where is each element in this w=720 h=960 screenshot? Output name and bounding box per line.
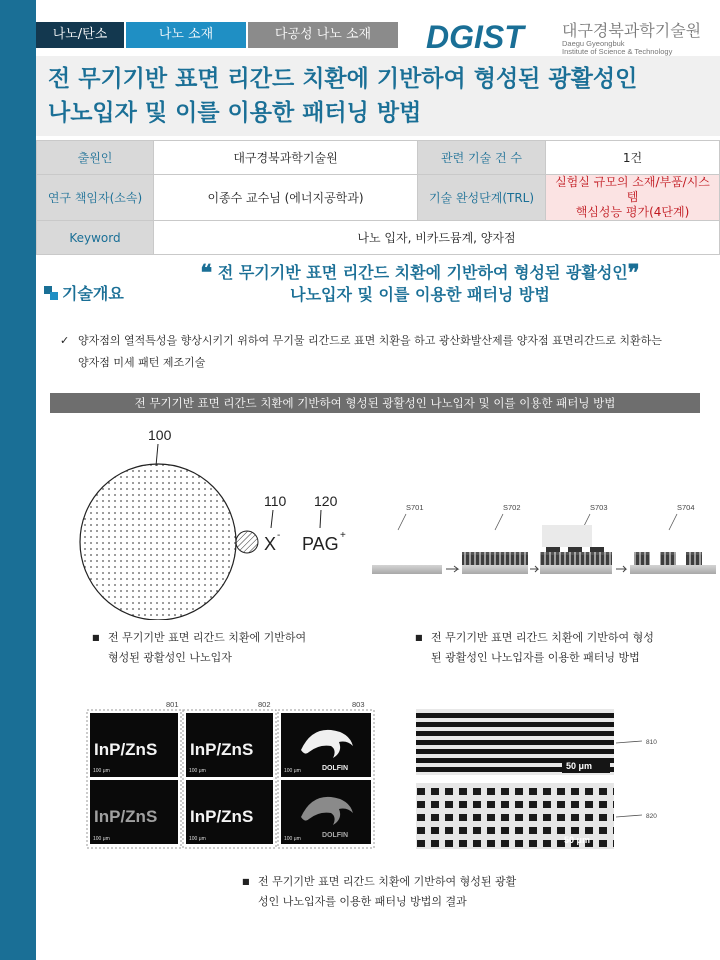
- caption-3-line-1: 전 무기기반 표면 리간드 치환에 기반하여 형성된 광활: [258, 875, 517, 888]
- substrate-s702: [462, 565, 528, 574]
- step-s701: S701: [406, 503, 424, 512]
- inp-801-top: InP/ZnS: [94, 740, 158, 759]
- summary-line-1: 양자점의 열적특성을 향상시키기 위하여 무기물 리간드로 표면 치환을 하고 광산화발산제를 양자점 표면리간드로 치환하는: [78, 334, 662, 347]
- dolfin-bottom: DOLFIN: [322, 832, 349, 839]
- pattern-micrograph-panel: [414, 707, 674, 853]
- square-bullet-icon: ■: [92, 633, 100, 642]
- check-icon: ✓: [60, 334, 70, 347]
- logo-sub2: Institute of Science & Technology: [562, 47, 673, 56]
- dolfin-top: DOLFIN: [322, 765, 349, 772]
- category-tabs: [36, 22, 398, 48]
- summary-quote: [150, 262, 690, 306]
- label-810: 810: [646, 739, 657, 746]
- label-x-sup: -: [277, 530, 281, 541]
- step-s703: S703: [590, 503, 608, 512]
- keyword-value: 나노 입자, 비카드뮴계, 양자점: [154, 221, 720, 255]
- label-820: 820: [646, 813, 657, 820]
- section-title: 기술개요: [62, 284, 124, 303]
- svg-text:100 μm: 100 μm: [284, 768, 301, 774]
- square-bullet-icon: [44, 286, 58, 300]
- caption-3-line-2: 성인 나노입자를 이용한 패터닝 방법의 결과: [258, 895, 467, 908]
- qd-film-s702: [462, 552, 528, 565]
- summary-line-2: 양자점 미세 패턴 제조기술: [78, 356, 206, 369]
- trl-line-2: 핵심성능 평가(4단계): [575, 205, 690, 219]
- svg-text:100 μm: 100 μm: [93, 768, 110, 774]
- scale-810: 50 μm: [566, 761, 593, 771]
- logo-mark: DGIST: [426, 19, 524, 55]
- count-value: 1건: [546, 141, 720, 175]
- info-table: [36, 140, 720, 255]
- caption-3: [242, 872, 558, 912]
- label-100: 100: [148, 427, 172, 443]
- label-pag: PAG: [302, 534, 339, 554]
- square-bullet-icon: ■: [242, 877, 250, 886]
- dgist-logo: [426, 14, 716, 58]
- title-line-1: 전 무기기반 표면 리간드 치환에 기반하여 형성된 광활성인: [48, 66, 638, 92]
- trl-label: 기술 완성단계(TRL): [418, 175, 546, 221]
- square-bullet-icon: ■: [415, 633, 423, 642]
- researcher-value: 이종수 교수님 (에너지공학과): [154, 175, 418, 221]
- quote-line-1: [150, 262, 690, 284]
- svg-text:100 μm: 100 μm: [284, 836, 301, 842]
- nanoparticle-core: [80, 464, 236, 620]
- left-accent-bar: [0, 0, 36, 960]
- label-801: 801: [166, 700, 179, 709]
- patterning-process-diagram: [370, 495, 720, 585]
- substrate-s704: [630, 565, 716, 574]
- title-line-2: 나노입자 및 이를 이용한 패터닝 방법: [48, 100, 422, 126]
- step-s702: S702: [503, 503, 521, 512]
- svg-text:100 μm: 100 μm: [189, 836, 206, 842]
- label-803: 803: [352, 700, 365, 709]
- tab-nano-carbon[interactable]: 나노/탄소: [36, 22, 124, 48]
- trl-line-1: 실험실 규모의 소재/부품/시스템: [555, 175, 710, 204]
- caption-1-line-1: 전 무기기반 표면 리간드 치환에 기반하여: [108, 631, 307, 644]
- figure-title-bar: 전 무기기반 표면 리간드 치환에 기반하여 형성된 광활성인 나노입자 및 이를 이용한 패터닝 방법: [50, 393, 700, 413]
- step-s704: S704: [677, 503, 695, 512]
- svg-text:100 μm: 100 μm: [93, 836, 110, 842]
- inp-801-bottom: InP/ZnS: [94, 807, 158, 826]
- scale-820: 50 μm: [564, 835, 591, 845]
- label-120: 120: [314, 493, 338, 509]
- svg-text:100 μm: 100 μm: [189, 768, 206, 774]
- count-label: 관련 기술 건 수: [418, 141, 546, 175]
- caption-2-line-1: 전 무기기반 표면 리간드 치환에 기반하여 형성: [431, 631, 654, 644]
- label-110: 110: [264, 493, 287, 509]
- quote-line-2: 나노입자 및 이를 이용한 패터닝 방법: [290, 285, 550, 304]
- tab-porous-nano-material[interactable]: 다공성 나노 소재: [248, 22, 398, 48]
- close-quote-icon: ❞: [627, 260, 640, 286]
- ligand-particle: [236, 531, 258, 553]
- inp-802-top: InP/ZnS: [190, 740, 254, 759]
- substrate-s701: [372, 565, 442, 574]
- caption-1-line-2: 형성된 광활성인 나노입자: [108, 651, 232, 664]
- researcher-label: 연구 책임자(소속): [37, 175, 154, 221]
- page-title: [48, 62, 708, 130]
- applicant-value: 대구경북과학기술원: [154, 141, 418, 175]
- trl-value: [546, 175, 720, 221]
- applicant-label: 출원인: [37, 141, 154, 175]
- label-802: 802: [258, 700, 271, 709]
- tab-nano-material[interactable]: 나노 소재: [126, 22, 246, 48]
- quote-text-1: 전 무기기반 표면 리간드 치환에 기반하여 형성된 광활성인: [217, 263, 628, 282]
- caption-2: [415, 628, 701, 668]
- nanoparticle-schematic: [70, 420, 370, 620]
- summary-text: [62, 330, 702, 374]
- open-quote-icon: ❝: [200, 260, 213, 286]
- label-x: X: [264, 534, 277, 554]
- logo-name: 대구경북과학기술원: [562, 23, 702, 40]
- inp-802-bottom: InP/ZnS: [190, 807, 254, 826]
- caption-1: [92, 628, 358, 668]
- label-pag-sup: +: [340, 530, 346, 541]
- section-label: [44, 281, 124, 304]
- logo-sub1: Daegu Gyeongbuk: [562, 39, 625, 48]
- light-source-s703: [542, 525, 592, 547]
- fluorescence-image-panel: [86, 698, 376, 850]
- caption-2-line-2: 된 광활성인 나노입자를 이용한 패터닝 방법: [431, 651, 640, 664]
- keyword-label: Keyword: [37, 221, 154, 255]
